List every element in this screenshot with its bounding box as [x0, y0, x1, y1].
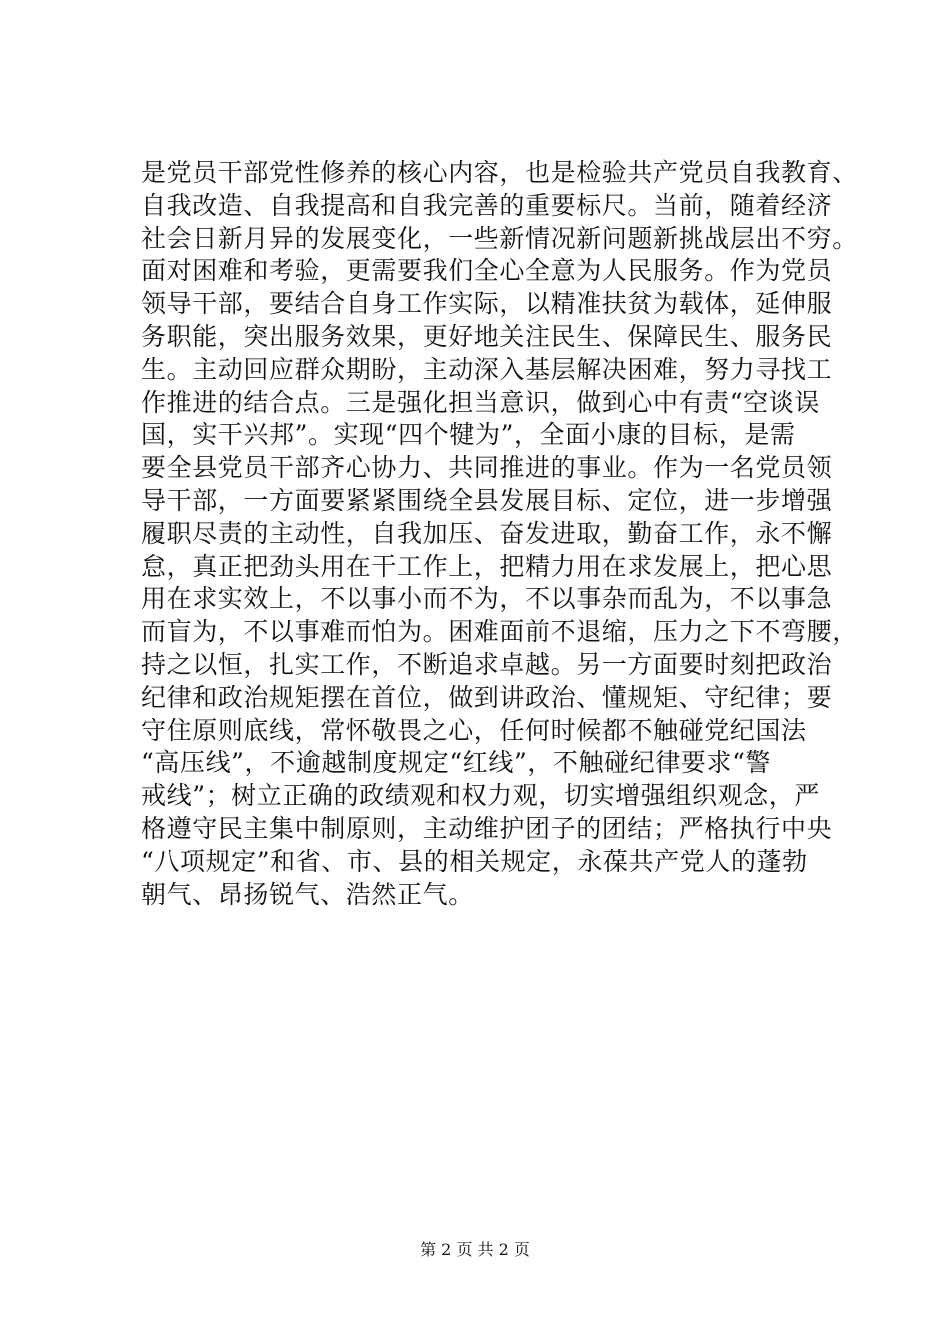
- text-line-1: 是党员干部党性修养的核心内容，也是检验共产党员自我教育、: [141, 158, 858, 187]
- text-line-8: 作推进的结合点。三是强化担当意识，做到心中有责“空谈误: [141, 387, 820, 417]
- text-line-13: 怠，真正把劲头用在干工作上，把精力用在求发展上，把心思: [141, 551, 833, 581]
- text-line-5: 领导干部，要结合自身工作实际，以精准扶贫为载体，延伸服: [141, 289, 833, 319]
- text-line-4: 面对困难和考验，更需要我们全心全意为人民服务。作为党员: [141, 256, 833, 286]
- text-line-22: “八项规定”和省、市、县的相关规定，永葆共产党人的蓬勃: [141, 846, 808, 876]
- text-line-10: 要全县党员干部齐心协力、共同推进的事业。作为一名党员领: [141, 453, 833, 483]
- text-line-21: 格遵守民主集中制原则，主动维护团子的团结；严格执行中央: [141, 813, 833, 843]
- text-line-2: 自我改造、自我提高和自我完善的重要标尺。当前，随着经济: [141, 190, 833, 220]
- text-line-19: “高压线”，不逾越制度规定“红线”，不触碰纪律要求“警: [141, 748, 772, 778]
- text-line-6: 务职能，突出服务效果，更好地关注民生、保障民生、服务民: [141, 321, 833, 351]
- text-line-3: 社会日新月异的发展变化，一些新情况新问题新挑战层出不穷。: [141, 223, 858, 253]
- body-text: [141, 157, 858, 911]
- text-line-15: 而盲为，不以事难而怕为。困难面前不退缩，压力之下不弯腰，: [141, 617, 858, 647]
- text-line-12: 履职尽责的主动性，自我加压、奋发进取，勤奋工作，永不懈: [141, 518, 833, 548]
- page-number-footer: 第 2 页 共 2 页: [420, 1240, 530, 1259]
- text-line-18: 守住原则底线，常怀敬畏之心，任何时候都不触碰党纪国法: [141, 715, 807, 745]
- text-line-9: 国，实干兴邦”。实现“四个犍为”，全面小康的目标，是需: [141, 420, 796, 450]
- text-line-11: 导干部，一方面要紧紧围绕全县发展目标、定位，进一步增强: [141, 485, 833, 515]
- text-line-14: 用在求实效上，不以事小而不为，不以事杂而乱为，不以事急: [141, 584, 833, 614]
- text-line-7: 生。主动回应群众期盼，主动深入基层解决困难，努力寻找工: [141, 354, 833, 384]
- text-line-20: 戒线”；树立正确的政绩观和权力观，切实增强组织观念，严: [141, 781, 820, 811]
- text-line-23: 朝气、昂扬锐气、浩然正气。: [141, 879, 474, 909]
- text-line-16: 持之以恒，扎实工作，不断追求卓越。另一方面要时刻把政治: [141, 649, 833, 679]
- text-line-17: 纪律和政治规矩摆在首位，做到讲政治、懂规矩、守纪律；要: [141, 682, 833, 712]
